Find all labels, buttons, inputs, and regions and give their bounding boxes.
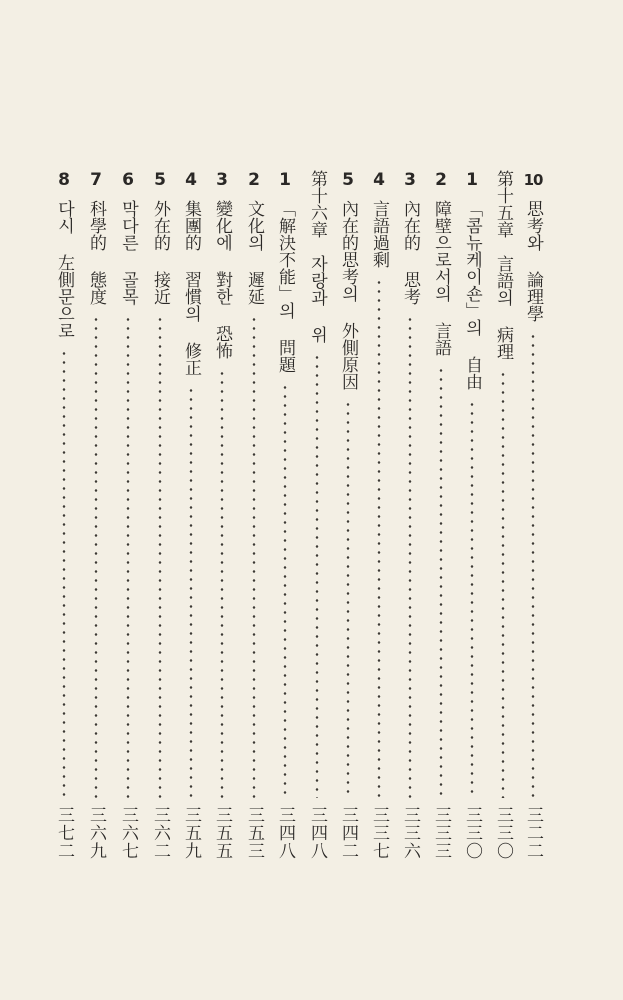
dot-leader [220, 369, 224, 798]
entry-number: 2 [248, 170, 260, 190]
entry-page-number: 三四八 [275, 806, 295, 860]
dot-leader [189, 386, 193, 798]
entry-number: 1 [466, 170, 478, 190]
toc-entry [520, 170, 546, 860]
entry-number: 4 [373, 170, 385, 190]
entry-title: 科學的 態度 [86, 200, 106, 305]
toc-chapter-heading [490, 170, 516, 860]
toc-entry [272, 170, 298, 860]
dot-leader [94, 315, 98, 798]
dot-leader [158, 315, 162, 798]
dot-leader [408, 315, 412, 798]
entry-title: 外在的 接近 [150, 200, 170, 305]
dot-leader [252, 315, 256, 798]
chapter-title: 第十五章 言語의 病理 [493, 170, 513, 360]
entry-number: 3 [404, 170, 416, 190]
entry-title: 集團的 習慣의 修正 [181, 200, 201, 376]
toc-entry [366, 170, 392, 860]
entry-page-number: 三五五 [212, 806, 232, 860]
entry-page-number: 三三〇 [462, 806, 482, 860]
entry-title: 思考와 論理學 [523, 200, 543, 322]
entry-page-number: 三二二 [523, 806, 543, 860]
dot-leader [439, 366, 443, 798]
dot-leader [315, 353, 319, 798]
entry-page-number: 三五九 [181, 806, 201, 860]
entry-page-number: 三七二 [54, 806, 74, 860]
entry-page-number: 三三三 [431, 806, 451, 860]
dot-leader [470, 400, 474, 798]
entry-page-number: 三五三 [244, 806, 264, 860]
entry-page-number: 三四八 [307, 806, 327, 860]
toc-entry [397, 170, 423, 860]
entry-title: 言語過剩 [369, 200, 389, 268]
entry-title: 文化의 遲延 [244, 200, 264, 305]
entry-title: 障壁으로서의 言語 [431, 200, 451, 356]
dot-leader [126, 315, 130, 798]
dot-leader [283, 383, 287, 798]
toc-entry [147, 170, 173, 860]
toc-chapter-heading [304, 170, 330, 860]
entry-number: 5 [342, 170, 354, 190]
entry-number: 2 [435, 170, 447, 190]
entry-page-number: 三六九 [86, 806, 106, 860]
dot-leader [62, 349, 66, 798]
entry-page-number: 三三六 [400, 806, 420, 860]
entry-page-number: 三三七 [369, 806, 389, 860]
entry-number: 3 [216, 170, 228, 190]
entry-page-number: 三六二 [150, 806, 170, 860]
toc-entry [51, 170, 77, 860]
toc-entry [335, 170, 361, 860]
entry-number: 5 [154, 170, 166, 190]
entry-title: 막다른 골목 [118, 200, 138, 305]
entry-title: 「콤뉴케이숀」의 自由 [462, 200, 482, 390]
dot-leader [377, 278, 381, 798]
chapter-title: 第十六章 자랑과 위 [307, 170, 327, 343]
toc-entry [115, 170, 141, 860]
entry-number: 10 [523, 171, 543, 189]
entry-title: 다시 左側문으로 [54, 200, 74, 339]
dot-leader [346, 400, 350, 798]
entry-number: 1 [279, 170, 291, 190]
toc-entry [178, 170, 204, 860]
entry-title: 變化에 對한 恐怖 [212, 200, 232, 359]
toc-entry [209, 170, 235, 860]
entry-number: 8 [58, 170, 70, 190]
toc-entry [459, 170, 485, 860]
toc-entry [428, 170, 454, 860]
dot-leader [501, 370, 505, 798]
entry-number: 7 [90, 170, 102, 190]
entry-number: 6 [122, 170, 134, 190]
entry-page-number: 三四二 [338, 806, 358, 860]
entry-page-number: 三六七 [118, 806, 138, 860]
entry-title: 內在的 思考 [400, 200, 420, 305]
entry-page-number: 三三〇 [493, 806, 513, 860]
entry-title: 內在的思考의 外側原因 [338, 200, 358, 390]
entry-title: 「解決不能」의 問題 [275, 200, 295, 373]
entry-number: 4 [185, 170, 197, 190]
toc-entry [241, 170, 267, 860]
toc-entry [83, 170, 109, 860]
dot-leader [531, 332, 535, 798]
